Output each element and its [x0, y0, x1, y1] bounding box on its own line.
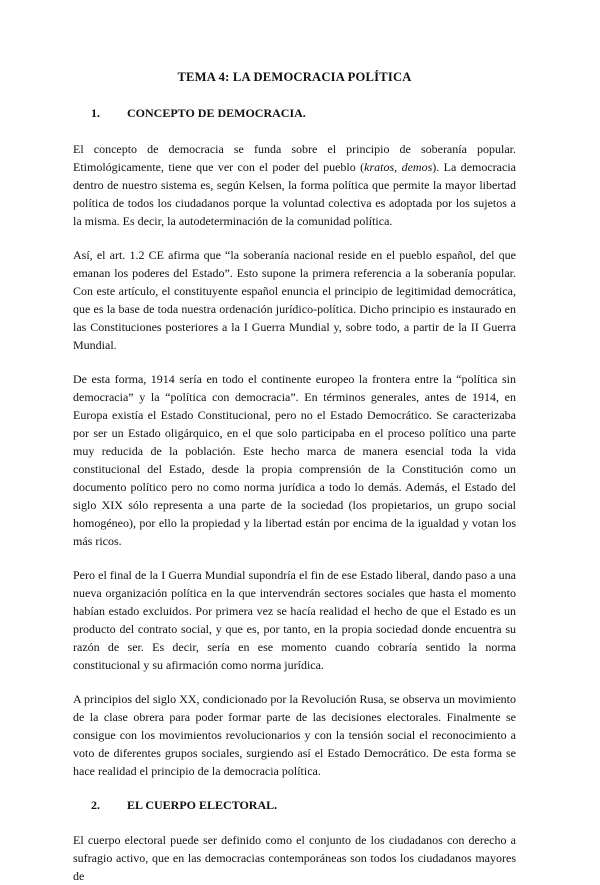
document-title: TEMA 4: LA DEMOCRACIA POLÍTICA [177, 70, 412, 84]
paragraph-6: El cuerpo electoral puede ser definido como el conjunto de los ciudadanos con derecho a sufragio activo, que en las democracias contemporáneas son todos los ciudadanos mayores de [73, 833, 516, 883]
paragraph-5: A principios del siglo XX, condicionado por la Revolución Rusa, se observa un movimiento de la clase obrera para poder formar parte de las decisiones electorales. Finalmente se consigue con los movimientos revolucionarios y con la tensión social el reconocimiento a voto de diferentes grupos sociales, surgiendo así el Estado Democrático. De esta forma se hace realidad el principio de la democracia política. [73, 692, 516, 778]
section-number-2: 2. [91, 798, 100, 812]
section-heading-2 [73, 798, 516, 813]
paragraph-4: Pero el final de la I Guerra Mundial supondría el fin de ese Estado liberal, dando paso a una nueva organización política en la que intervendrán sectores sociales que hasta el momento habían estado excluidos. Por primera vez se hacía realidad el hecho de que el Estado es un producto del contrato social, y que es, por tanto, en la propia sociedad donde encuentra su razón de ser. Es decir, sería en ese momento cuando cobraría sentido la norma constitucional y su afirmación como norma jurídica. [73, 568, 516, 672]
paragraph-1 [73, 140, 516, 230]
section-title-1: CONCEPTO DE DEMOCRACIA. [127, 106, 306, 120]
paragraph-3: De esta forma, 1914 sería en todo el continente europeo la frontera entre la “política sin democracia” y la “política con democracia”. En términos generales, antes de 1914, en Europa existía el Estado Constitucional, pero no el Estado Democrático. Se caracterizaba por ser un Estado oligárquico, en el que solo participaba en el proceso político una parte muy reducida de la población. Este hecho marca de manera esencial toda la vida constitucional del Estado, desde la propia comprensión de la Constitución como un documento político pero no como norma jurídica a todo lo demás. Además, el Estado del siglo XIX sólo representa a una parte de la sociedad (los propietarios, un grupo social homogéneo), por ello la propiedad y la libertad están por encima de la igualdad y votan los más ricos. [73, 372, 516, 548]
section-title-2: EL CUERPO ELECTORAL. [127, 798, 278, 812]
paragraph-1-start: El concepto de democracia se funda sobre el principio de soberanía popular. Etimológicamente, tiene que ver con el poder del pueblo ( [73, 142, 516, 174]
section-number-1: 1. [91, 106, 100, 120]
section-heading-1 [73, 106, 516, 121]
paragraph-2: Así, el art. 1.2 CE afirma que “la soberanía nacional reside en el pueblo español, del que emanan los poderes del Estado”. Esto supone la primera referencia a la soberanía popular. Con este artículo, el constituyente español enuncia el principio de legitimidad democrática, que es la base de toda nuestra ordenación jurídico-política. Dicho principio es instaurado en las Constituciones posteriores a la I Guerra Mundial y, sobre todo, a partir de la II Guerra Mundial. [73, 248, 516, 352]
paragraph-1-italic: kratos, demos [364, 160, 433, 174]
paragraph-1-end: ). La democracia dentro de nuestro sistema es, según Kelsen, la forma política que permite la mayor libertad política de todos los ciudadanos porque la voluntad colectiva es adoptada por los sujetos a la misma. Es decir, la autodeterminación de la comunidad política. [73, 160, 516, 228]
